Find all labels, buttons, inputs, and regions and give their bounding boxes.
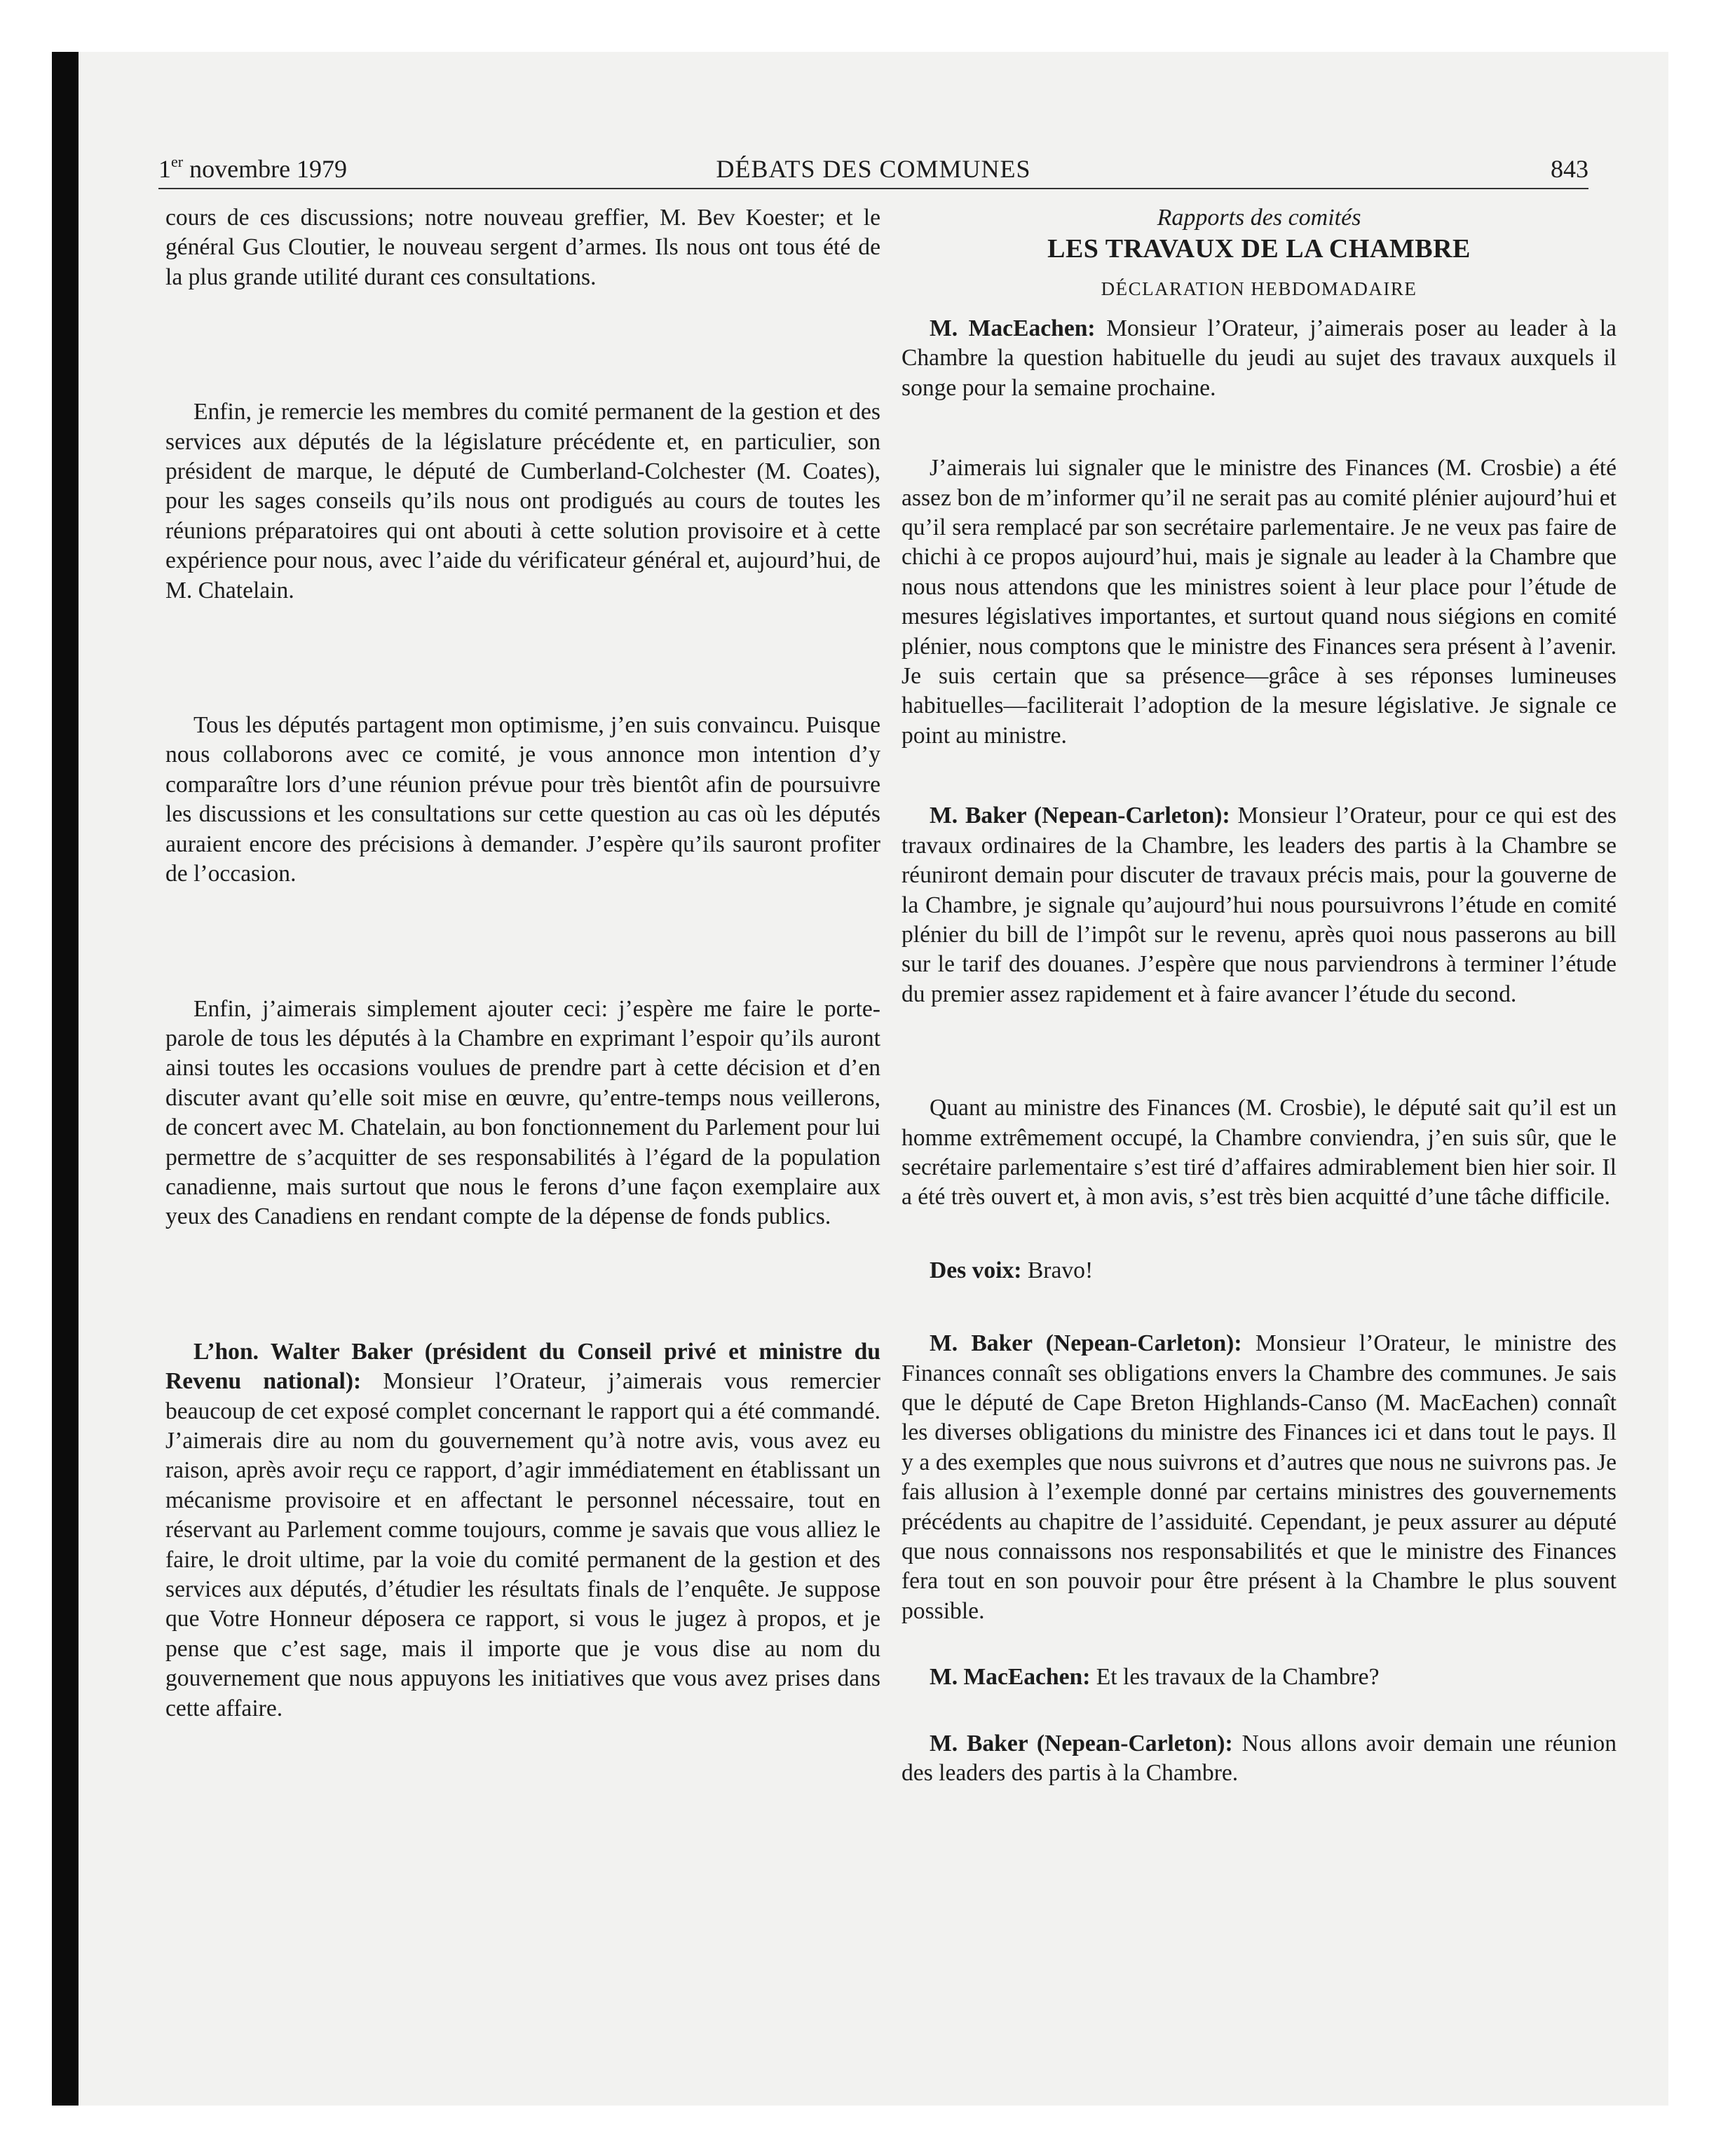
paragraph: M. MacEachen: Et les travaux de la Chambre?	[930, 1664, 1380, 1691]
header-title: DÉBATS DES COMMUNES	[716, 155, 1031, 183]
paragraph: M. Baker (Nepean-Carleton): Nous allons avoir demain une réunion des leaders des partis à la Chambre.	[901, 1730, 1617, 1787]
speaker-name: M. Baker (Nepean-Carleton):	[930, 1730, 1233, 1756]
right-column	[901, 203, 1617, 1788]
rubric-heading: Rapports des comités	[1157, 205, 1361, 231]
paragraph: Quant au ministre des Finances (M. Crosbie), le député sait qu’il est un homme extrêmement occupé, la Chambre conviendra, j’en suis sûr, que le secrétaire parlementaire s’est tiré d’affaires admirablement bien hier soir. Il a été très ouvert et, à mon avis, s’est très bien acquitté d’une tâche difficile.	[901, 1095, 1617, 1210]
page-number: 843	[1551, 155, 1588, 183]
speaker-name: M. Baker (Nepean-Carleton):	[930, 803, 1230, 829]
running-header	[158, 151, 1588, 186]
paragraph: L’hon. Walter Baker (président du Conseil privé et ministre du Revenu national): Monsieur l’Orateur, j’aimerais vous remercier beaucoup de cet exposé complet concernant le rapport qui a été commandé. J’aimerais dire au nom du gouvernement qu’à notre avis, vous avez eu raison, après avoir reçu ce rapport, d’agir immédiatement en établissant un mécanisme provisoire et en affectant le personnel nécessaire, tout en réservant au Parlement comme toujours, comme je savais que vous alliez le faire, le droit ultime, par la voie du comité permanent de la gestion et des services aux députés, d’étudier les résultats finals de l’enquête. Je suppose que Votre Honneur déposera ce rapport, si vous le jugez à propos, et je pense que c’est sage, mais il importe que je vous dise au nom du gouvernement que nous appuyons les initiatives que vous avez prises dans cette affaire.	[165, 1338, 880, 1721]
paragraph: M. Baker (Nepean-Carleton): Monsieur l’Orateur, le ministre des Finances connaît ses obligations envers la Chambre des communes. Je sais que le député de Cape Breton Highlands-Canso (M. MacEachen) connaît les diverses obligations du ministre des Finances ici et dans tout le pays. Il y a des exemples que nous suivrons et d’autres que nous ne suivrons pas. Je fais allusion à l’exemple donné par certains ministres des gouvernements précédents au chapitre de l’assiduité. Cependant, je peux assurer au député que nous connaissons nos responsabilités et que le ministre des Finances fera tout en son pouvoir pour être présent à la Chambre le plus souvent possible.	[901, 1330, 1617, 1624]
speaker-name: M. MacEachen:	[930, 315, 1096, 341]
speaker-name: L’hon. Walter Baker (président du Conseil privé et ministre du Revenu national):	[165, 1338, 880, 1395]
paragraph: M. Baker (Nepean-Carleton): Monsieur l’Orateur, pour ce qui est des travaux ordinaires de la Chambre, les leaders des partis à la Chambre se réuniront demain pour discuter de travaux précis mais, pour la gouverne de la Chambre, je signale qu’aujourd’hui nous poursuivrons l’étude en comité plénier du bill de l’impôt sur le revenu, après quoi nous passerons au bill sur le tarif des douanes. J’espère que nous parviendrons à terminer l’étude du premier assez rapidement et à faire avancer l’étude du second.	[901, 803, 1617, 1007]
paragraph: Enfin, je remercie les membres du comité permanent de la gestion et des services aux députés de la législature précédente et, en particulier, son président de marque, le député de Cumberland-Colchester (M. Coates), pour les sages conseils qu’ils nous ont prodigués au cours de toutes les réunions préparatoires qui ont abouti à cette solution provisoire et à cette expérience pour nous, avec l’aide du vérificateur général et, aujourd’hui, de M. Chatelain.	[165, 399, 880, 603]
paragraph: Des voix: Bravo!	[930, 1257, 1094, 1283]
paragraph: Tous les députés partagent mon optimisme, j’en suis convaincu. Puisque nous collaborons avec ce comité, je vous annonce mon intention d’y comparaître lors d’une réunion prévue pour très bientôt afin de poursuivre les discussions et les consultations sur cette question au cas où les députés auraient encore des précisions à demander. J’espère qu’ils sauront profiter de l’occasion.	[165, 712, 880, 887]
speaker-name: Des voix:	[930, 1257, 1022, 1283]
header-rule	[158, 188, 1588, 189]
left-column	[165, 203, 880, 1724]
subsection-heading: DÉCLARATION HEBDOMADAIRE	[1101, 278, 1417, 299]
paragraph: J’aimerais lui signaler que le ministre des Finances (M. Crosbie) a été assez bon de m’informer qu’il ne serait pas au comité plénier aujourd’hui et qu’il sera remplacé par son secrétaire parlementaire. Je ne veux pas faire de chichi à ce propos aujourd’hui, mais je signale au leader à la Chambre que nous nous attendons que les ministres soient à leur place pour l’étude de mesures législatives importantes, et surtout quand nous siégions en comité plénier, nous comptons que le ministre des Finances sera présent à l’avenir. Je suis certain que sa présence—grâce à ses réponses lumineuses habituelles—faciliterait l’adoption de la mesure législative. Je signale ce point au ministre.	[901, 455, 1617, 749]
paragraph: M. MacEachen: Monsieur l’Orateur, j’aimerais poser au leader à la Chambre la question habituelle du jeudi au sujet des travaux auxquels il songe pour la semaine prochaine.	[901, 315, 1617, 401]
speaker-name: M. Baker (Nepean-Carleton):	[930, 1330, 1242, 1357]
header-date: 1er novembre 1979	[158, 153, 348, 183]
speaker-name: M. MacEachen:	[930, 1664, 1091, 1691]
paragraph: Enfin, j’aimerais simplement ajouter ceci: j’espère me faire le porte-parole de tous les députés à la Chambre en exprimant l’espoir qu’ils auront ainsi toutes les occasions voulues de prendre part à cette décision et d’en discuter avant qu’elle soit mise en œuvre, qu’entre-temps nous veillerons, de concert avec M. Chatelain, au bon fonctionnement du Parlement pour lui permettre de s’acquitter de ses responsabilités à l’égard de la population canadienne, mais surtout que nous le ferons d’une façon exemplaire aux yeux des Canadiens en rendant compte de la dépense de fonds publics.	[165, 995, 880, 1230]
binding-edge	[52, 52, 79, 2106]
paragraph: cours de ces discussions; notre nouveau greffier, M. Bev Koester; et le général Gus Cloutier, le nouveau sergent d’armes. Ils nous ont tous été de la plus grande utilité durant ces consultations.	[165, 205, 880, 290]
section-heading: LES TRAVAUX DE LA CHAMBRE	[1047, 234, 1471, 264]
